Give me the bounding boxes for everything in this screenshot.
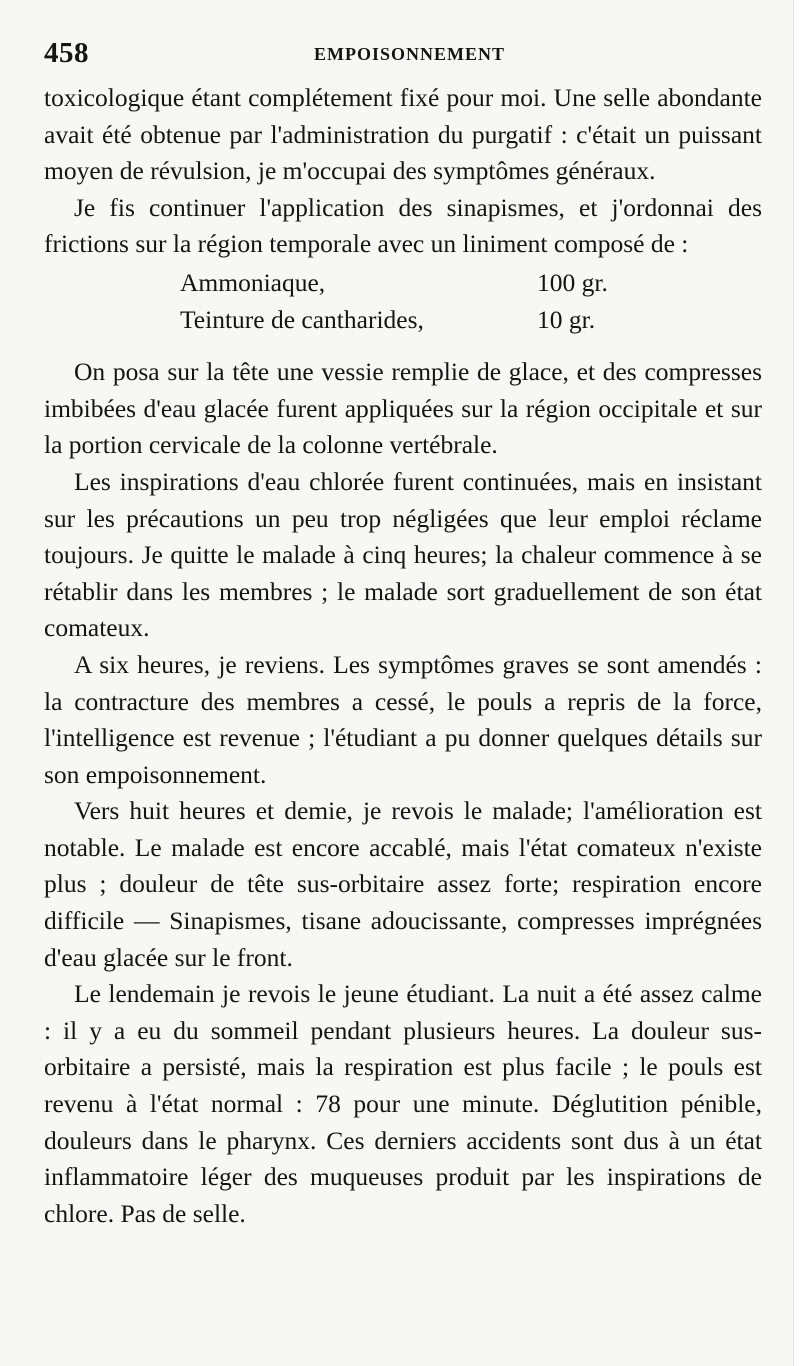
running-head: EMPOISONNEMENT	[314, 44, 506, 64]
liniment-recipe	[44, 265, 762, 338]
page-header	[44, 36, 754, 70]
paragraph: toxicologique étant complétement fixé pour moi. Une selle abondante avait été obtenue par l'administration du purgatif : c'était un puissant moyen de révulsion, je m'occupai des symptômes généraux.	[44, 83, 762, 186]
ingredient-dose: 10 gr.	[537, 304, 596, 334]
paragraph: On posa sur la tête une vessie remplie de glace, et des compresses imbibées d'eau glacée furent appliquées sur la région occipitale et sur la portion cervicale de la colonne vertébrale.	[44, 357, 762, 460]
page-edge	[793, 0, 800, 1366]
recipe-line	[44, 302, 762, 339]
paragraph: Je fis continuer l'application des sinapismes, et j'ordonnai des frictions sur la région temporale avec un liniment composé de :	[44, 192, 762, 259]
recipe-line	[44, 265, 762, 302]
ingredient-dose: 100 gr.	[537, 267, 608, 297]
ingredient-name: Ammoniaque,	[180, 267, 326, 297]
paragraph: A six heures, je reviens. Les symptômes graves se sont amendés : la contracture des membres a cessé, le pouls a repris de la force, l'intelligence est revenue ; l'étudiant a pu donner quelques détails sur son empoisonnement.	[44, 649, 762, 789]
ingredient-name: Teinture de cantharides,	[180, 304, 424, 334]
paragraph: Le lendemain je revois le jeune étudiant. La nuit a été assez calme : il y a eu du sommeil pendant plusieurs heures. La douleur sus-orbitaire a persisté, mais la respiration est plus facile ; le pouls est revenu à l'état normal : 78 pour une minute. Déglutition pénible, douleurs dans le pharynx. Ces derniers accidents sont dus à un état inflammatoire léger des muqueuses produit par les inspirations de chlore. Pas de selle.	[44, 979, 762, 1228]
paragraph: Vers huit heures et demie, je revois le malade; l'amélioration est notable. Le malade est encore accablé, mais l'état comateux n'existe plus ; douleur de tête sus-orbitaire assez forte; respiration encore difficile — Sinapismes, tisane adoucissante, compresses imprégnées d'eau glacée sur le front.	[44, 796, 762, 972]
body-text	[44, 80, 762, 1232]
page-number: 458	[44, 37, 89, 69]
paragraph: Les inspirations d'eau chlorée furent continuées, mais en insistant sur les précautions un peu trop négligées que leur emploi réclame toujours. Je quitte le malade à cinq heures; la chaleur commence à se rétablir dans les membres ; le malade sort graduellement de son état comateux.	[44, 466, 762, 643]
